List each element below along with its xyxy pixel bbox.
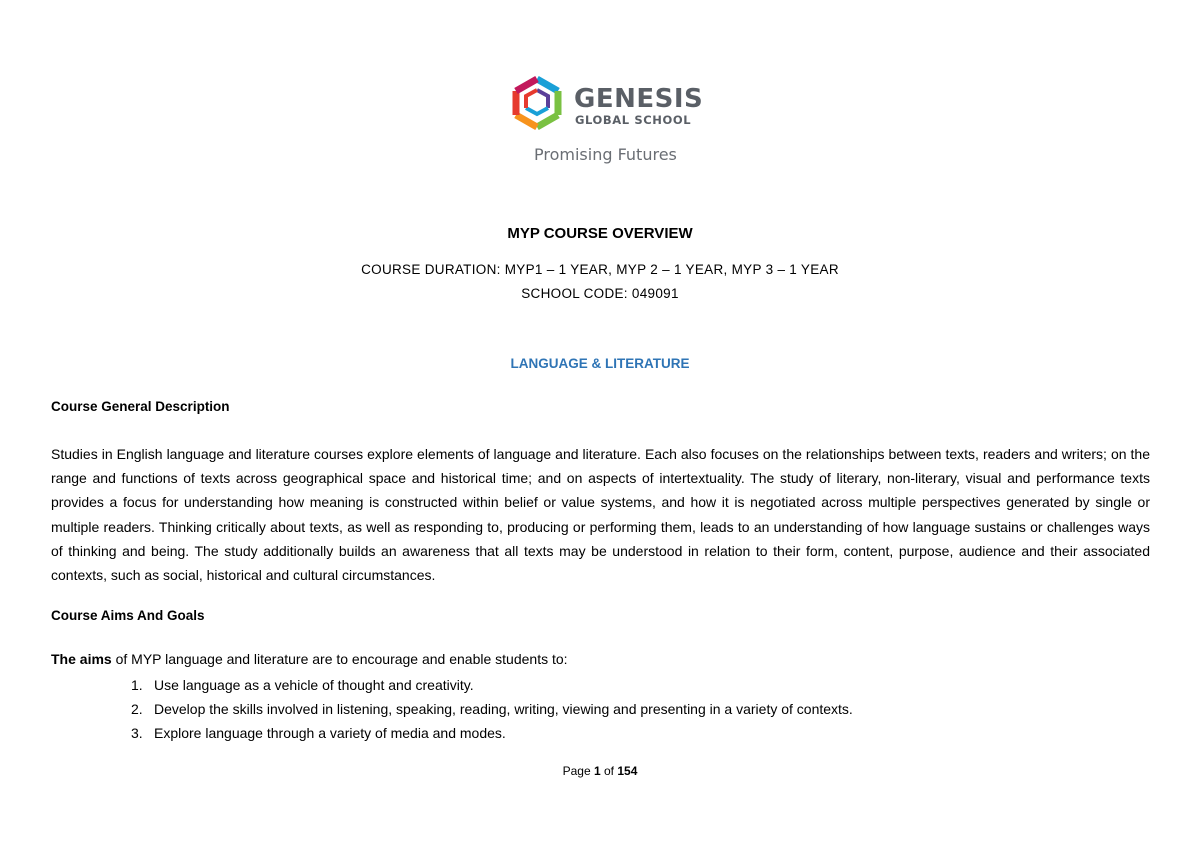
aims-intro-bold: The aims bbox=[51, 651, 112, 667]
school-logo bbox=[507, 74, 707, 170]
logo-tagline: Promising Futures bbox=[534, 145, 677, 164]
page-current: 1 bbox=[593, 764, 601, 778]
aims-heading: Course Aims And Goals bbox=[51, 608, 205, 623]
subject-heading: LANGUAGE & LITERATURE bbox=[510, 356, 690, 371]
page-word: Page bbox=[562, 764, 591, 778]
logo-name: GENESIS bbox=[574, 84, 704, 114]
list-item-text: Explore language through a variety of media and modes. bbox=[154, 725, 506, 741]
aims-intro bbox=[51, 651, 568, 667]
list-item-number: 2. bbox=[131, 701, 143, 717]
page-number bbox=[0, 764, 1200, 778]
of-word: of bbox=[604, 764, 615, 778]
list-item-text: Develop the skills involved in listening, speaking, reading, writing, viewing and presenting in a variety of contexts. bbox=[154, 701, 853, 717]
hexagon-logo-icon bbox=[507, 74, 567, 136]
page-title: MYP COURSE OVERVIEW bbox=[507, 225, 693, 242]
aims-intro-text: of MYP language and literature are to encourage and enable students to: bbox=[111, 651, 568, 667]
school-code: SCHOOL CODE: 049091 bbox=[521, 286, 679, 301]
logo-subtitle: GLOBAL SCHOOL bbox=[575, 113, 692, 127]
course-duration: COURSE DURATION: MYP1 – 1 YEAR, MYP 2 – 1 YEAR, MYP 3 – 1 YEAR bbox=[361, 262, 839, 277]
description-heading: Course General Description bbox=[51, 399, 230, 414]
description-paragraph: Studies in English language and literature courses explore elements of language and literature. Each also focuses on the relationships between texts, readers and writers; on the range and functions of texts across geographical space and historical time; and on aspects of intertextuality. The study of literary, non-literary, visual and performance texts provides a focus for understanding how meaning is constructed within belief or value systems, and how it is negotiated across multiple perspectives generated by single or multiple readers. Thinking critically about texts, as well as responding to, producing or performing them, leads to an understanding of how language sustains or challenges ways of thinking and being. The study additionally builds an awareness that all texts may be understood in relation to their form, content, purpose, audience and their associated contexts, such as social, historical and cultural circumstances. bbox=[51, 446, 1150, 584]
list-item-number: 3. bbox=[131, 725, 143, 741]
list-item-number: 1. bbox=[131, 677, 143, 693]
list-item-text: Use language as a vehicle of thought and creativity. bbox=[154, 677, 474, 693]
page-total: 154 bbox=[617, 764, 638, 778]
